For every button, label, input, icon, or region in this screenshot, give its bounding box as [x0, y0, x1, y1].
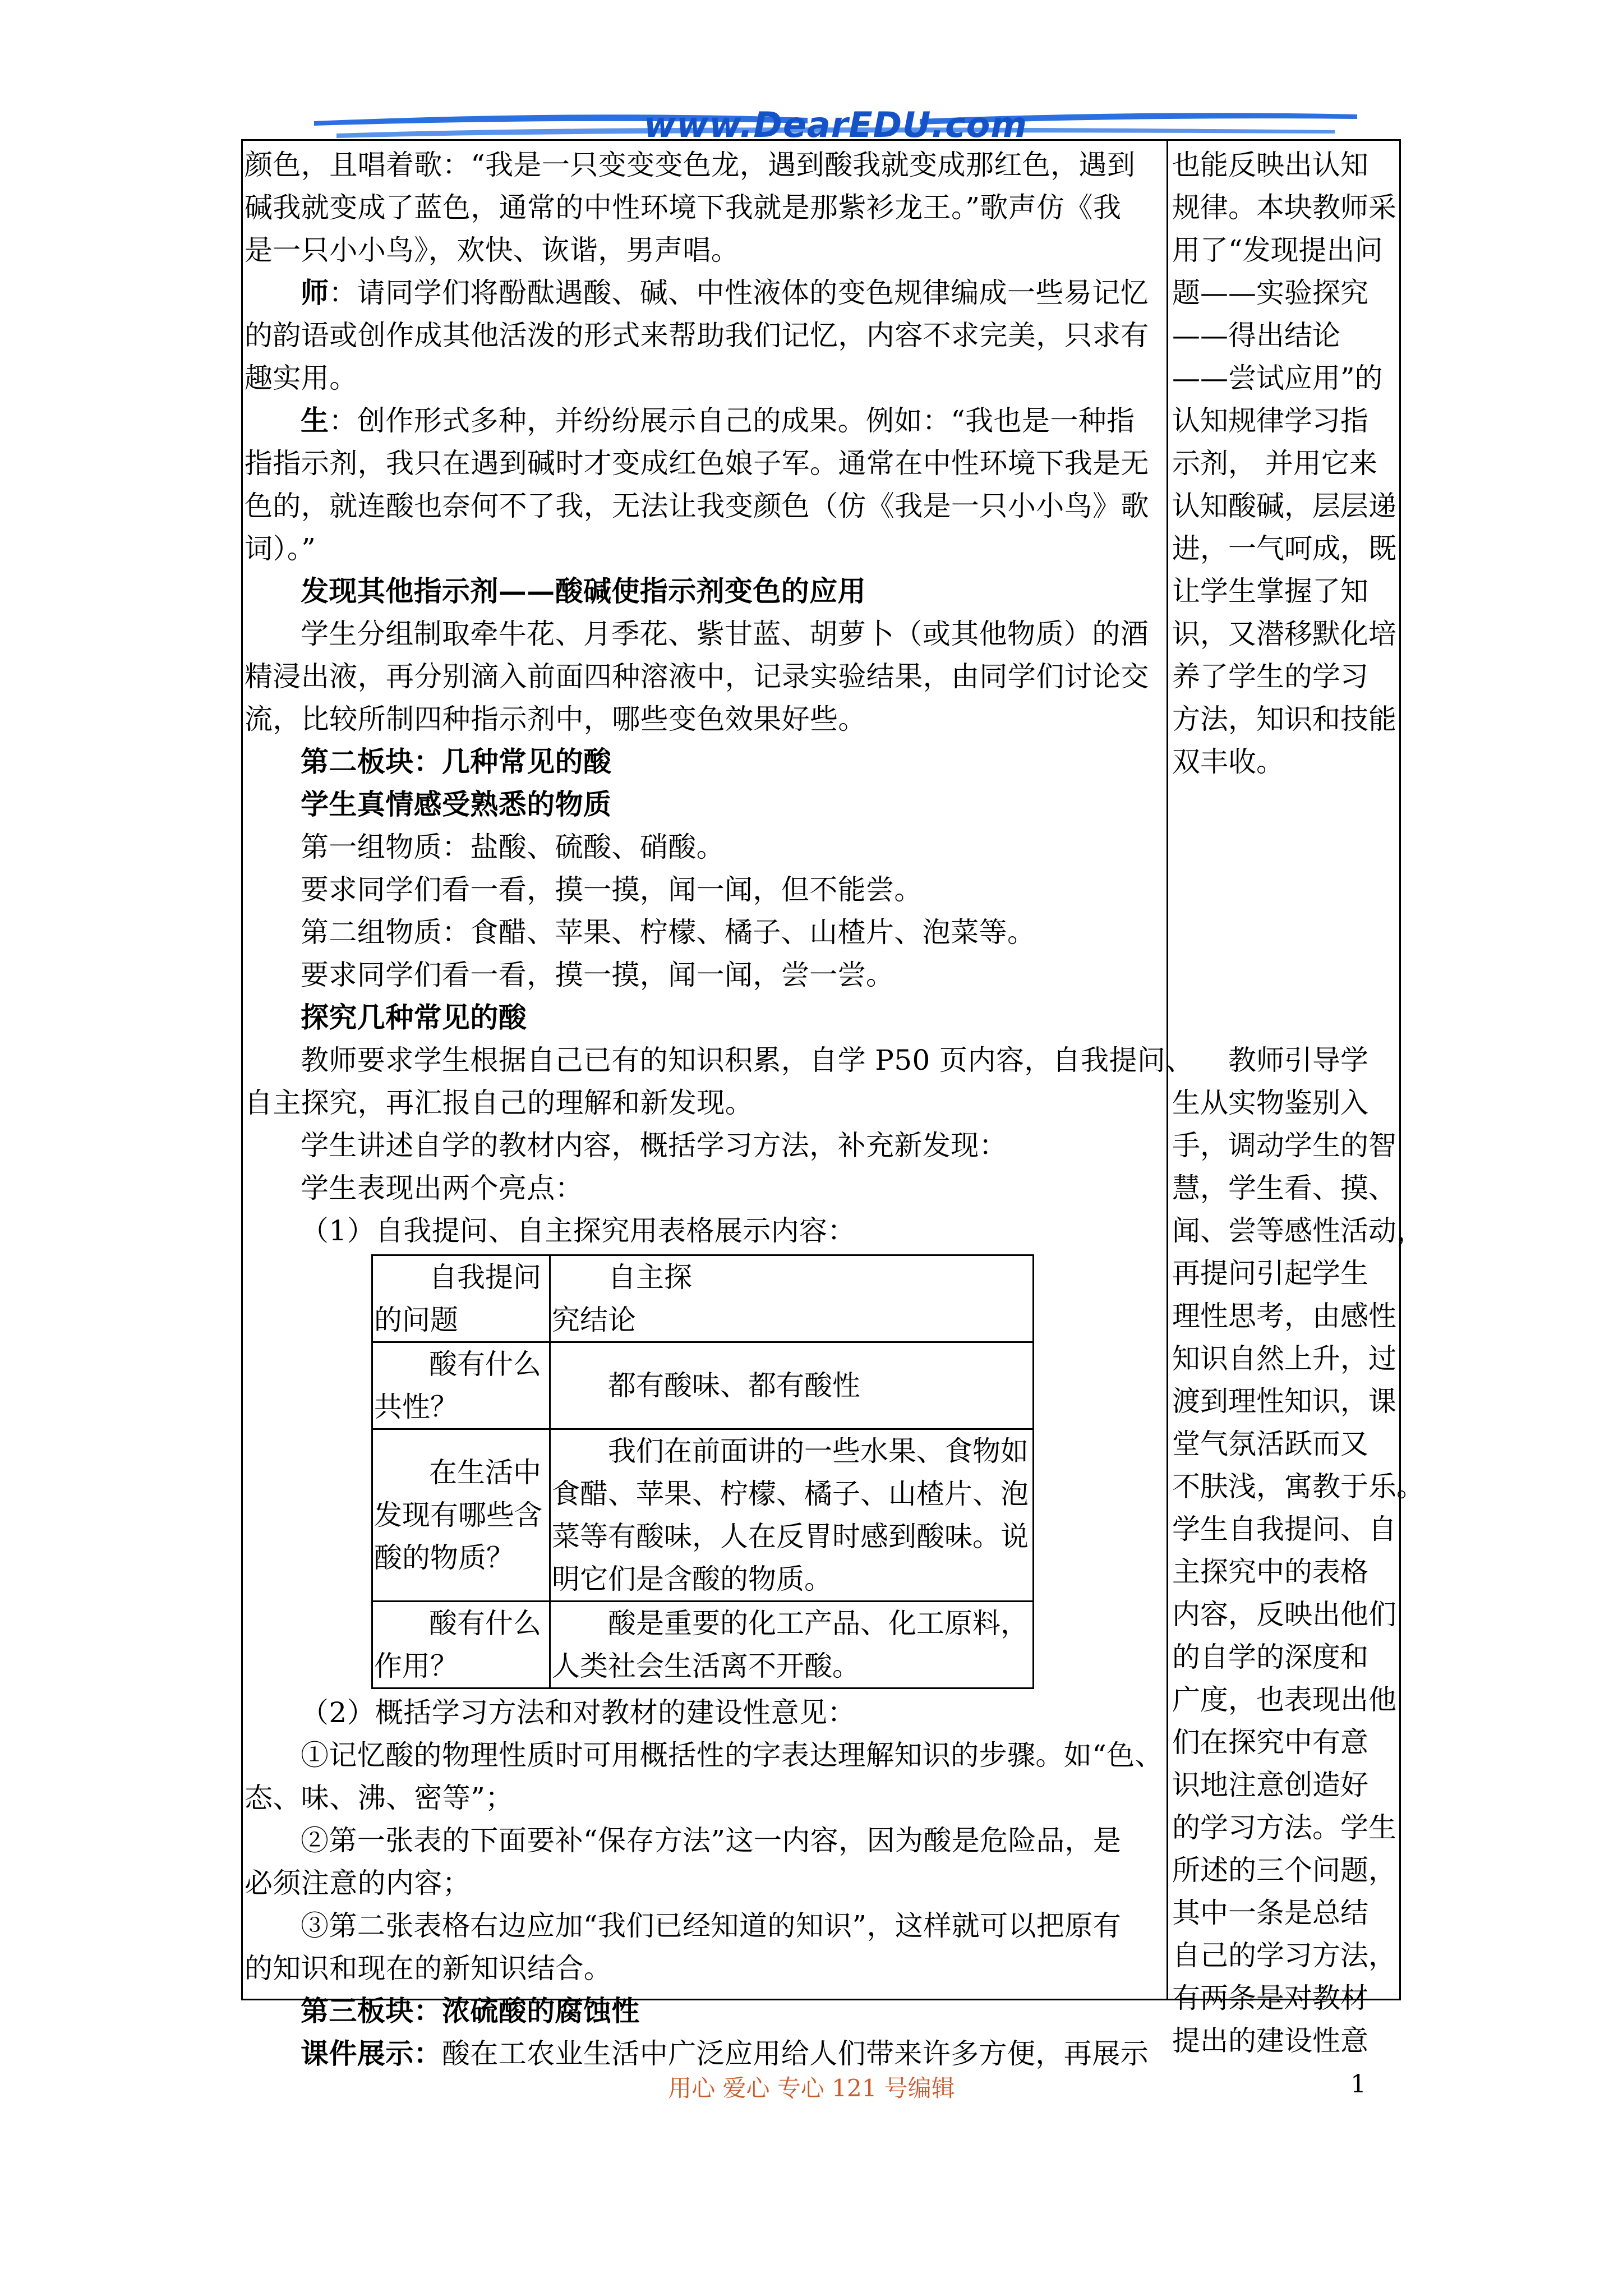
text-line: 颜色，且唱着歌：“我是一只变变变色龙，遇到酸我就变成那红色，遇到	[245, 149, 1136, 181]
comment-line: 养了学生的学习	[1172, 660, 1368, 693]
section-heading: 学生真情感受熟悉的物质	[301, 788, 612, 821]
comment-line: 理性思考，由感性	[1172, 1300, 1396, 1332]
section-heading: 探究几种常见的酸	[301, 1001, 527, 1034]
comment-line: ——得出结论	[1172, 319, 1340, 352]
comment-line: 提出的建设性意	[1172, 2024, 1368, 2057]
page-number: 1	[1350, 2070, 1366, 2099]
table-header-cell: 自主探 究结论	[550, 1255, 1034, 1342]
commentary-column	[1172, 144, 1424, 2062]
table-header-cell: 自我提问 的问题	[372, 1255, 550, 1342]
comment-line: 堂气氛活跃而又	[1172, 1428, 1368, 1460]
comment-line: 所述的三个问题，	[1172, 1854, 1396, 1887]
comment-line: 不肤浅，寓教于乐。	[1172, 1470, 1424, 1503]
comment-line: 示剂， 并用它来	[1172, 447, 1377, 480]
comment-line: 慧，学生看、摸、	[1172, 1172, 1396, 1204]
teacher-label: 师	[301, 276, 329, 309]
table-row	[372, 1342, 1034, 1429]
comment-line: 内容，反映出他们	[1172, 1598, 1396, 1631]
text-line: 学生表现出两个亮点：	[301, 1172, 583, 1204]
comment-line: 闻、尝等感性活动，	[1172, 1214, 1424, 1247]
teacher-text: ：请同学们将酚酞遇酸、碱、中性液体的变色规律编成一些易记忆	[329, 277, 1149, 309]
text-line: 态、味、沸、密等”；	[245, 1782, 514, 1814]
table-cell: 都有酸味、都有酸性	[550, 1342, 1034, 1429]
table-cell: 酸有什么 共性？	[372, 1342, 550, 1429]
text-line: 指指示剂，我只在遇到碱时才变成红色娘子军。通常在中性环境下我是无	[245, 447, 1149, 480]
text-line: （1）自我提问、自主探究用表格展示内容：	[301, 1214, 856, 1247]
table-cell: 酸有什么 作用？	[372, 1602, 550, 1688]
text-line: 自主探究，再汇报自己的理解和新发现。	[245, 1087, 754, 1119]
comment-line: 手，调动学生的智	[1172, 1129, 1396, 1162]
comment-line: 认知规律学习指	[1172, 404, 1368, 437]
section-heading: 发现其他指示剂——酸碱使指示剂变色的应用	[301, 574, 866, 608]
comment-line: 双丰收。	[1172, 746, 1284, 778]
comment-line: ——尝试应用”的	[1172, 362, 1383, 394]
comment-line: 用了“发现提出问	[1172, 234, 1383, 266]
comment-line: 识地注意创造好	[1172, 1769, 1368, 1801]
table-cell: 我们在前面讲的一些水果、食物如 食醋、苹果、柠檬、橘子、山楂片、泡 菜等有酸味，人在反胃时感到酸味。说 明它们是含酸的物质。	[550, 1429, 1034, 1602]
comment-line: 进，一气呵成，既	[1172, 532, 1396, 565]
section-heading: 第二板块：几种常见的酸	[301, 745, 612, 778]
text-line: ①记忆酸的物理性质时可用概括性的字表达理解知识的步骤。如“色、	[301, 1739, 1163, 1772]
text-line: 学生分组制取牵牛花、月季花、紫甘蓝、胡萝卜（或其他物质）的酒	[301, 618, 1149, 650]
table-header-row	[372, 1255, 1034, 1342]
table-cell: 在生活中 发现有哪些含 酸的物质？	[372, 1429, 550, 1602]
comment-line: 的自学的深度和	[1172, 1641, 1368, 1673]
text-line: 必须注意的内容；	[245, 1867, 471, 1899]
comment-line: 规律。本块教师采	[1172, 191, 1396, 224]
inquiry-table	[371, 1254, 1034, 1689]
main-column	[245, 144, 1194, 2075]
text-line: 词）。”	[245, 532, 316, 565]
comment-line: 学生自我提问、自	[1172, 1513, 1396, 1545]
courseware-label: 课件展示：	[301, 2037, 442, 2070]
comment-line: 方法，知识和技能	[1172, 703, 1396, 735]
text-line: 趣实用。	[245, 362, 358, 394]
student-text: ：创作形式多种，并纷纷展示自己的成果。例如：“我也是一种指	[329, 404, 1135, 437]
comment-line: 自己的学习方法，	[1172, 1939, 1396, 1972]
text-line: ②第一张表的下面要补“保存方法”这一内容，因为酸是危险品，是	[301, 1824, 1122, 1857]
text-line: 学生讲述自学的教材内容，概括学习方法，补充新发现：	[301, 1129, 1007, 1162]
student-line	[245, 399, 1165, 442]
teacher-line	[245, 272, 1165, 314]
text-line: 是一只小小鸟》，欢快、诙谐，男声唱。	[245, 234, 740, 266]
table-row	[372, 1602, 1034, 1688]
comment-line: 们在探究中有意	[1172, 1726, 1368, 1759]
comment-line: 渡到理性知识，课	[1172, 1385, 1396, 1418]
comment-line: 的学习方法。学生	[1172, 1811, 1396, 1844]
text-line: ③第二张表格右边应加“我们已经知道的知识”，这样就可以把原有	[301, 1910, 1122, 1942]
text-line: 流，比较所制四种指示剂中，哪些变色效果好些。	[245, 703, 866, 735]
comment-line: 再提问引起学生	[1172, 1257, 1368, 1290]
comment-line: 有两条是对教材	[1172, 1982, 1368, 2014]
text-line: 色的，就连酸也奈何不了我，无法让我变颜色（仿《我是一只小小鸟》歌	[245, 490, 1149, 522]
text-line: （2）概括学习方法和对教材的建设性意见：	[301, 1696, 856, 1729]
text-line: 要求同学们看一看，摸一摸，闻一闻，但不能尝。	[301, 873, 923, 906]
site-url: www.DearEDU.com	[643, 104, 1027, 145]
footer-text: 用心 爱心 专心 121 号编辑	[668, 2074, 955, 2102]
text-line: 精浸出液，再分别滴入前面四种溶液中，记录实验结果，由同学们讨论交	[245, 660, 1149, 693]
courseware-line	[245, 2032, 1165, 2075]
comment-line: 题——实验探究	[1172, 277, 1368, 309]
comment-line: 知识自然上升，过	[1172, 1342, 1396, 1375]
text-line: 要求同学们看一看，摸一摸，闻一闻，尝一尝。	[301, 959, 895, 991]
comment-line: 生从实物鉴别入	[1172, 1087, 1368, 1119]
section-heading: 第三板块：浓硫酸的腐蚀性	[301, 1994, 640, 2027]
text-line: 教师要求学生根据自己已有的知识积累，自学 P50 页内容，自我提问、	[301, 1044, 1194, 1076]
comment-line: 识，又潜移默化培	[1172, 618, 1396, 650]
table-cell: 酸是重要的化工产品、化工原料， 人类社会生活离不开酸。	[550, 1602, 1034, 1688]
comment-line: 主探究中的表格	[1172, 1556, 1368, 1588]
comment-line: 让学生掌握了知	[1172, 575, 1368, 608]
table-row	[372, 1429, 1034, 1602]
text-line: 的知识和现在的新知识结合。	[245, 1952, 612, 1985]
comment-line: 认知酸碱，层层递	[1172, 490, 1396, 522]
text-line: 的韵语或创作成其他活泼的形式来帮助我们记忆，内容不求完美，只求有	[245, 319, 1149, 352]
comment-line: 也能反映出认知	[1172, 149, 1368, 181]
courseware-text: 酸在工农业生活中广泛应用给人们带来许多方便，再展示	[442, 2037, 1149, 2070]
text-line: 第二组物质：食醋、苹果、柠檬、橘子、山楂片、泡菜等。	[301, 916, 1036, 949]
text-line: 第一组物质：盐酸、硫酸、硝酸。	[301, 831, 725, 863]
comment-line: 其中一条是总结	[1172, 1897, 1368, 1929]
student-label: 生	[301, 404, 329, 437]
text-line: 碱我就变成了蓝色，通常的中性环境下我就是那紫衫龙王。”歌声仿《我	[245, 191, 1122, 224]
comment-line: 广度，也表现出他	[1172, 1683, 1396, 1716]
comment-line: 教师引导学	[1228, 1044, 1368, 1076]
